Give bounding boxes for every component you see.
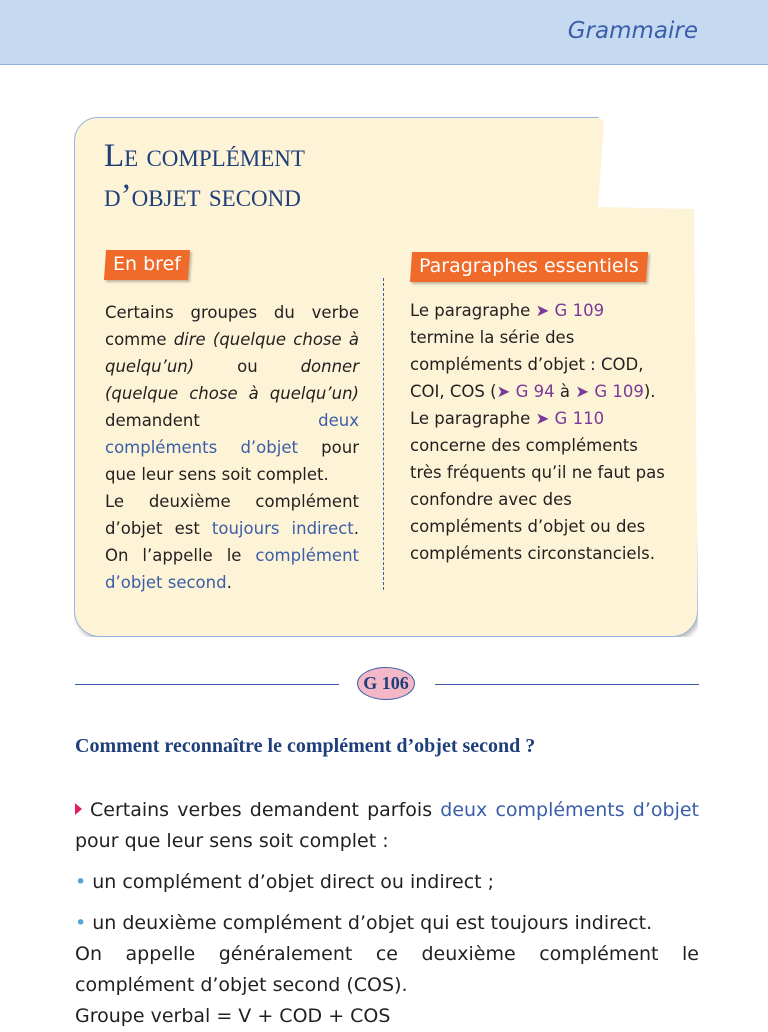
- essential-text-4: ).: [643, 382, 656, 401]
- intro-paragraph: [75, 795, 699, 857]
- summary-highlight-3: complément d’objet second: [105, 546, 359, 592]
- summary-text-4: pour que leur sens soit complet.: [105, 438, 359, 484]
- summary-highlight-2: toujours indirect: [211, 519, 354, 538]
- title-line-1: Le complément: [104, 138, 305, 174]
- link-g109-range[interactable]: ➤ G 109: [575, 382, 644, 401]
- summary-text-3: demandent: [105, 411, 319, 430]
- link-g94[interactable]: ➤ G 94: [496, 382, 555, 401]
- rule-left: [75, 684, 339, 685]
- title-line-2: d’objet second: [104, 178, 301, 214]
- page-title: [104, 136, 524, 216]
- rule-right: [435, 684, 699, 685]
- essential-paragraph-2: [410, 405, 668, 567]
- list-item: [75, 908, 699, 939]
- bullet-2-text: un deuxième complément d’objet qui est toujours indirect.: [92, 912, 653, 934]
- summary-text-2: ou: [194, 357, 301, 376]
- cos-definition: On appelle généralement ce deuxième complément le complément d’objet second (COS).: [75, 943, 699, 996]
- essential-text-6: concerne des compléments très fréquents qu’il ne faut pas confondre avec des compléments d’objet ou des compléments circonstanciels.: [410, 436, 665, 563]
- essential-text-3: à: [554, 382, 576, 401]
- paragraph-badge: G 106: [357, 667, 415, 700]
- essential-paragraph-1: [410, 297, 668, 405]
- summary-text-7: .: [226, 573, 232, 592]
- essential-text-5: Le paragraphe: [410, 409, 536, 428]
- essential-text-1: Le paragraphe: [410, 301, 536, 320]
- summary-text-6: . On l’appelle le: [105, 519, 360, 565]
- link-g110[interactable]: ➤ G 110: [535, 409, 605, 428]
- tag-paragraphes: [410, 252, 648, 282]
- intro-highlight: deux compléments d’objet: [440, 799, 699, 821]
- summary-highlight-1: deux compléments d’objet: [105, 411, 359, 457]
- summary-example-dire: dire (quelque chose à quelqu’un): [105, 330, 359, 376]
- summary-paragraph-2: [105, 488, 359, 596]
- summary-text: [105, 299, 359, 596]
- tag-en-bref-label: En bref: [113, 253, 181, 275]
- tag-en-bref: [104, 250, 190, 280]
- summary-example-donner: donner (quelque chose à quelqu’un): [105, 357, 359, 403]
- bullet-1-text: un complément d’objet direct ou indirect ;: [92, 871, 495, 893]
- essential-text-2: termine la série des compléments d’objet : COD, COI, COS (: [410, 328, 644, 401]
- header-title: Grammaire: [567, 18, 698, 44]
- header-band: [0, 0, 768, 65]
- intro-text-2: pour que leur sens soit complet :: [75, 830, 389, 852]
- column-divider: [383, 278, 384, 590]
- summary-paragraph-1: [105, 299, 359, 488]
- triangle-marker-icon: [75, 803, 82, 815]
- intro-text-1: Certains verbes demandent parfois: [90, 799, 441, 821]
- essential-paragraphs-text: [410, 297, 668, 567]
- section-heading: Comment reconnaître le complément d’objet second ?: [75, 735, 536, 757]
- summary-text-5: Le deuxième complément d’objet est: [105, 492, 359, 538]
- link-g109[interactable]: ➤ G 109: [535, 301, 605, 320]
- tag-paragraphes-label: Paragraphes essentiels: [419, 255, 639, 277]
- list-item: [75, 867, 699, 898]
- bullet-dot-icon: •: [75, 871, 87, 893]
- bullet-dot-icon: •: [75, 912, 87, 934]
- summary-text-1: Certains groupes du verbe comme: [105, 303, 359, 349]
- formula: Groupe verbal = V + COD + COS: [75, 1005, 391, 1027]
